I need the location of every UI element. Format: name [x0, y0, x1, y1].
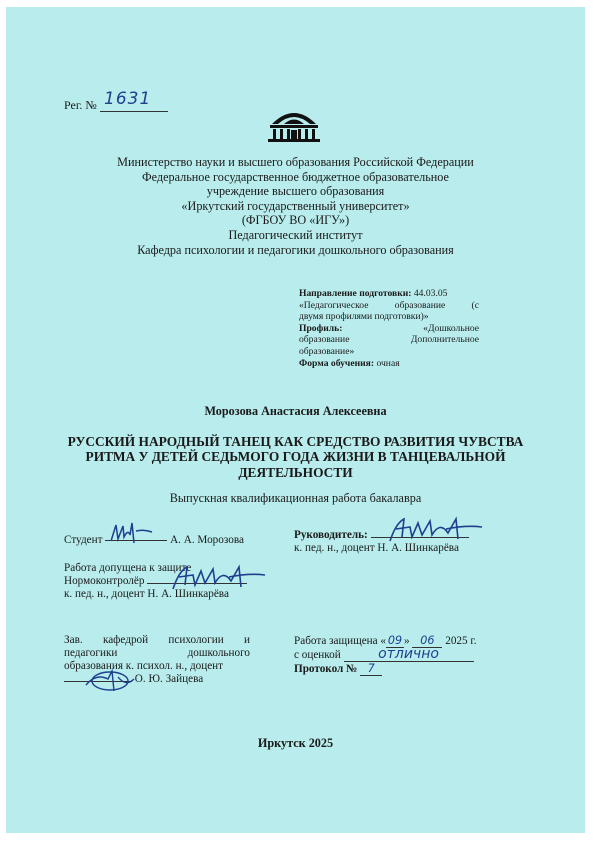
department-name: Кафедра психологии и педагогики дошкольного образования [137, 242, 454, 257]
protocol-label: Протокол № [294, 663, 358, 675]
head-line2-b: дошкольного [187, 647, 250, 659]
institution-type-line2: учреждение высшего образования [206, 184, 385, 199]
student-label: Студент [64, 534, 103, 546]
head-line1 [64, 634, 250, 647]
profile-value-1: «Дошкольное [423, 322, 479, 334]
university-abbreviation: (ФГБОУ ВО «ИГУ») [241, 213, 350, 228]
direction-code: 44.03.05 [413, 288, 448, 299]
university-logo-icon [264, 108, 324, 144]
header-block [6, 155, 585, 257]
protocol-line [294, 662, 477, 676]
defense-mid: » [404, 635, 410, 647]
supervisor-signature-icon [386, 515, 486, 545]
head-signature-icon [82, 667, 136, 695]
profile-line2 [299, 334, 479, 346]
head-line1-d: и [244, 634, 251, 646]
direction-line [299, 288, 479, 300]
supervisor-details: к. пед. н., доцент Н. А. Шинкарёва [294, 542, 459, 554]
admission-line1: Работа допущена к защите [64, 562, 192, 574]
defense-grade: отлично [344, 648, 474, 662]
registration-number: 1631 [104, 89, 152, 109]
thesis-title [46, 434, 545, 480]
head-line3: образования к. психол. н., доцент [64, 660, 224, 672]
head-line2-a: педагогики [64, 647, 118, 659]
defense-block [294, 634, 477, 676]
head-line2 [64, 647, 250, 660]
thesis-title-line3: ДЕЯТЕЛЬНОСТИ [238, 464, 353, 480]
norm-controller-label: Нормоконтролёр [64, 575, 145, 587]
profile-label: Профиль: [299, 322, 343, 334]
study-form-value: очная [376, 357, 400, 369]
direction-name-line1: «Педагогическое образование (с [299, 299, 479, 311]
thesis-title-line2: РИТМА У ДЕТЕЙ СЕДЬМОГО ГОДА ЖИЗНИ В ТАНЦЕВАЛЬНОЙ [85, 449, 506, 465]
city-year: Иркутск 2025 [257, 736, 334, 750]
direction-label: Направление подготовки: [299, 288, 412, 299]
head-name: О. Ю. Зайцева [134, 673, 204, 685]
head-line1-b: кафедрой [102, 634, 149, 646]
defense-year: 2025 г. [445, 635, 477, 647]
defense-month: 06 [412, 634, 442, 648]
profile-line2-a: образование [299, 334, 350, 346]
thesis-title-line1: РУССКИЙ НАРОДНЫЙ ТАНЕЦ КАК СРЕДСТВО РАЗВИТИЯ ЧУВСТВА [67, 434, 524, 449]
defense-grade-line [294, 648, 477, 662]
registration-underline [100, 111, 168, 112]
document-sheet [6, 7, 585, 833]
direction-block [299, 288, 479, 369]
study-form-line [299, 358, 479, 370]
norm-controller-signature-icon [169, 563, 269, 593]
profile-line2-b: Дополнительное [410, 334, 479, 346]
registration-line [64, 89, 152, 113]
defense-prefix: Работа защищена « [294, 635, 387, 647]
head-line1-a: Зав. [64, 634, 83, 646]
study-form-label: Форма обучения: [299, 357, 375, 369]
registration-prefix: Рег. № [64, 98, 97, 112]
admission-line3: к. пед. н., доцент Н. А. Шинкарёва [64, 588, 229, 600]
work-type: Выпускная квалификационная работа бакалавра [169, 491, 422, 505]
direction-name-line2: двумя профилями подготовки)» [299, 311, 429, 323]
defense-day: 09 [387, 634, 403, 647]
student-name: А. А. Морозова [170, 534, 244, 546]
institution-type-line1: Федеральное государственное бюджетное образовательное [142, 169, 449, 184]
author-name: Морозова Анастасия Алексеевна [204, 404, 387, 418]
head-line1-c: психологии [168, 634, 224, 646]
profile-line1 [299, 323, 479, 335]
institute-name: Педагогический институт [228, 227, 363, 242]
ministry-name: Министерство науки и высшего образования Российской Федерации [117, 155, 474, 169]
protocol-number: 7 [360, 662, 382, 676]
supervisor-label: Руководитель: [294, 529, 368, 541]
defense-grade-label: с оценкой [294, 649, 341, 661]
profile-line3: образование» [299, 345, 355, 357]
university-name: «Иркутский государственный университет» [181, 198, 410, 213]
student-signature-icon [108, 521, 154, 547]
